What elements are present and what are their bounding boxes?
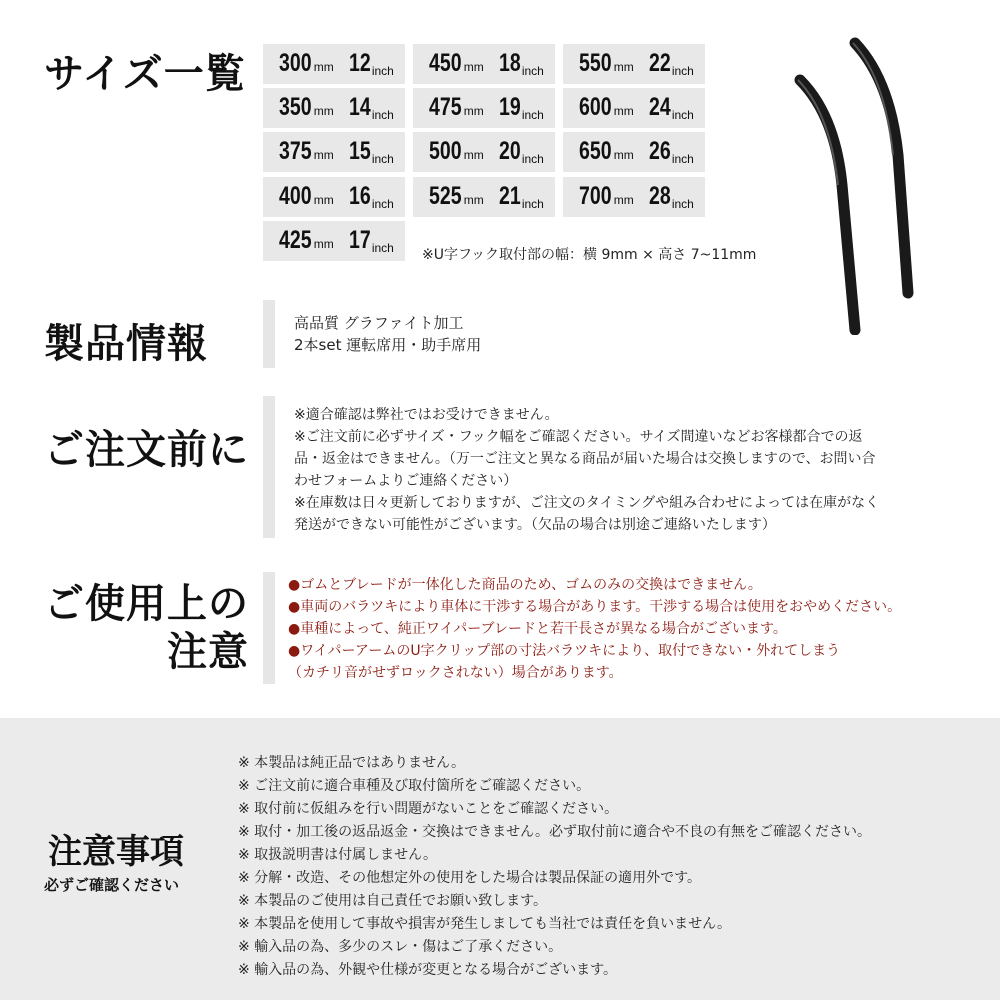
caution-item: ※ 本製品は純正品ではありません。 [238,755,466,771]
unit-inch: inch [371,108,394,122]
before-order-line: ※ご注文前に必ずサイズ・フック幅をご確認ください。サイズ間違いなどお客様都合での返 [294,429,863,445]
unit-inch: inch [521,108,544,122]
size-mm: 550 [579,49,612,77]
usage-line: ●ゴムとブレードが一体化した商品のため、ゴムのみの交換はできません。 [288,577,762,593]
unit-mm: mm [463,193,484,207]
size-mm: 600 [579,93,612,121]
caution-subheading: 必ずご確認ください [44,876,180,894]
unit-mm: mm [463,104,484,118]
caution-item: ※ 本製品のご使用は自己責任でお願い致します。 [238,893,548,909]
wiper-blades-image [780,35,920,335]
size-inch: 18 [499,49,521,77]
size-inch: 21 [499,182,521,210]
size-cell [563,132,705,172]
size-inch: 12 [349,49,371,77]
before-order-line: 品・返金はできません。（万一ご注文と異なる商品が届いた場合は交換しますので、お問い合 [294,451,876,467]
caution-heading: 注意事項 [48,832,184,872]
size-cell [413,44,555,84]
caution-item: ※ 本製品を使用して事故や損害が発生しましても当社では責任を負いません。 [238,916,732,932]
before-order-heading: ご注文前に [44,427,249,473]
caution-list [238,752,871,982]
size-inch: 28 [649,182,671,210]
size-cell [263,177,405,217]
unit-inch: inch [671,64,694,78]
usage-line: ●車種によって、純正ワイパーブレードと若干長さが異なる場合がございます。 [288,621,787,637]
product-line: 高品質 グラファイト加工 [294,314,464,332]
unit-inch: inch [521,197,544,211]
caution-item: ※ 輸入品の為、多少のスレ・傷はご了承ください。 [238,939,563,955]
size-mm: 650 [579,137,612,165]
before-order-line: わせフォームよりご連絡ください） [294,473,518,489]
unit-inch: inch [521,64,544,78]
unit-mm: mm [313,104,334,118]
product-heading: 製品情報 [44,321,208,367]
usage-heading-line: ご使用上の [44,581,249,627]
unit-inch: inch [371,152,394,166]
section-bar [263,300,275,368]
caution-item: ※ 取付・加工後の返品返金・交換はできません。必ず取付前に適合や不良の有無をご確認ください。 [238,824,872,840]
size-mm: 500 [429,137,462,165]
size-cell [263,221,405,261]
unit-inch: inch [371,197,394,211]
section-bar [263,572,275,684]
caution-band [0,718,1000,1000]
size-cell [563,177,705,217]
size-mm: 350 [279,93,312,121]
size-inch: 26 [649,137,671,165]
unit-mm: mm [613,148,634,162]
usage-line: ●ワイパーアームのU字クリップ部の寸法バラツキにより、取付できない・外れてしまう [288,643,841,659]
size-mm: 525 [429,182,462,210]
size-cell [413,132,555,172]
usage-heading [44,580,249,676]
size-inch: 19 [499,93,521,121]
before-order-line: ※在庫数は日々更新しておりますが、ご注文のタイミングや組み合わせによっては在庫がなく [294,495,880,511]
sizes-heading: サイズ一覧 [44,51,246,97]
size-mm: 475 [429,93,462,121]
before-order-line: 発送ができない可能性がございます。（欠品の場合は別途ご連絡いたします） [294,517,776,533]
unit-mm: mm [313,60,334,74]
unit-mm: mm [613,104,634,118]
size-cell [563,44,705,84]
usage-line: （カチリ音がせずロックされない）場合があります。 [288,665,623,681]
product-info [294,312,481,356]
unit-mm: mm [613,193,634,207]
size-cell [413,177,555,217]
unit-mm: mm [613,60,634,74]
unit-inch: inch [671,197,694,211]
usage-heading-line: 注意 [167,629,249,675]
size-mm: 700 [579,182,612,210]
unit-inch: inch [671,152,694,166]
size-inch: 20 [499,137,521,165]
product-line: 2本set 運転席用・助手席用 [294,336,482,354]
usage-line: ●車両のバラツキにより車体に干渉する場合があります。干渉する場合は使用をおやめください。 [288,599,902,615]
unit-mm: mm [463,60,484,74]
unit-mm: mm [313,237,334,251]
size-inch: 24 [649,93,671,121]
size-mm: 400 [279,182,312,210]
unit-inch: inch [371,241,394,255]
size-mm: 425 [279,226,312,254]
caution-item: ※ 分解・改造、その他想定外の使用をした場合は製品保証の適用外です。 [238,870,702,886]
size-cell [413,88,555,128]
size-mm: 300 [279,49,312,77]
size-cell [263,88,405,128]
before-order-text [294,404,879,536]
size-mm: 450 [429,49,462,77]
size-cell [563,88,705,128]
unit-mm: mm [313,148,334,162]
usage-text [288,574,901,684]
before-order-line: ※適合確認は弊社ではお受けできません。 [294,407,559,423]
size-mm: 375 [279,137,312,165]
unit-inch: inch [371,64,394,78]
section-bar [263,396,275,538]
size-inch: 15 [349,137,371,165]
unit-inch: inch [671,108,694,122]
caution-item: ※ 輸入品の為、外観や仕様が変更となる場合がございます。 [238,962,618,978]
unit-inch: inch [521,152,544,166]
size-inch: 14 [349,93,371,121]
size-inch: 17 [349,226,371,254]
size-cell [263,132,405,172]
caution-item: ※ 取付前に仮組みを行い問題がないことをご確認ください。 [238,801,619,817]
unit-mm: mm [463,148,484,162]
size-cell [263,44,405,84]
hook-note: ※U字フック取付部の幅：横 9mm × 高さ 7~11mm [422,247,757,263]
caution-item: ※ ご注文前に適合車種及び取付箇所をご確認ください。 [238,778,591,794]
unit-mm: mm [313,193,334,207]
size-inch: 16 [349,182,371,210]
size-inch: 22 [649,49,671,77]
caution-item: ※ 取扱説明書は付属しません。 [238,847,438,863]
